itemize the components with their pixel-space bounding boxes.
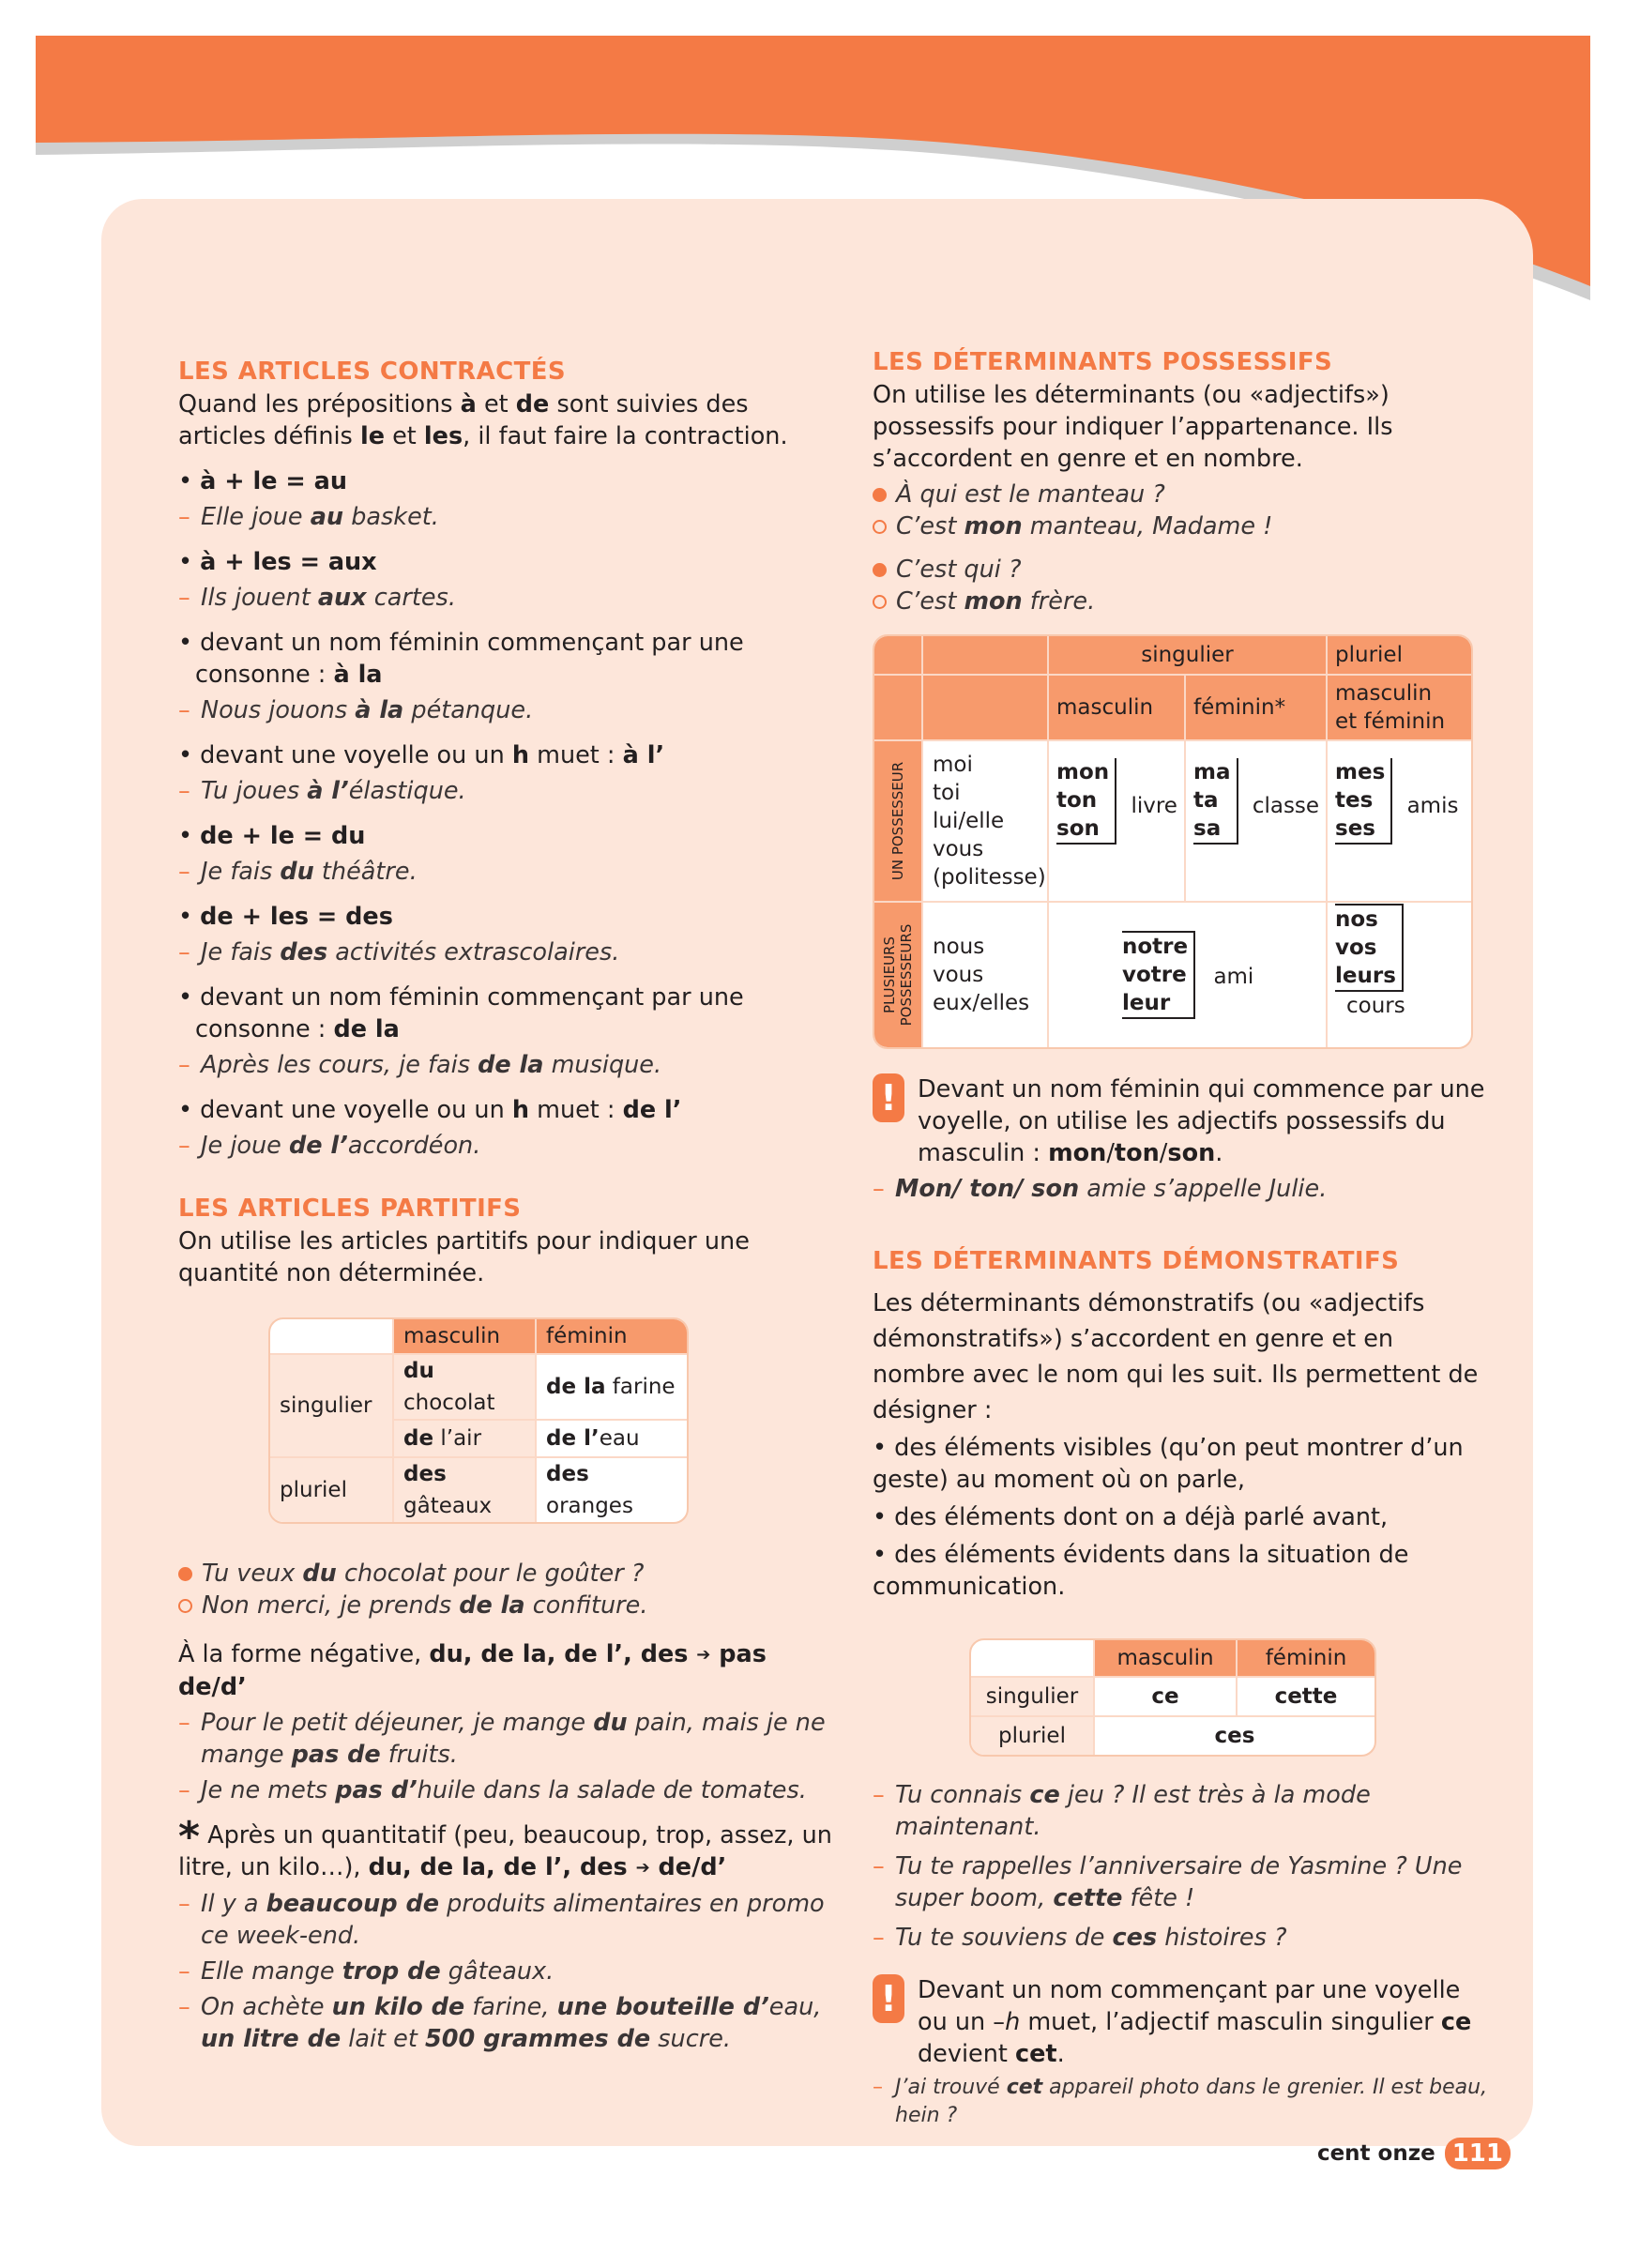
example: – Je joue de l’accordéon. [178, 1130, 835, 1162]
cell-ce: ce [1095, 1678, 1238, 1717]
example: – Elle mange trop de gâteaux. [178, 1956, 835, 1987]
rule: • de + le = du [178, 822, 366, 850]
cell-masc-sing-2: de l’air [394, 1421, 537, 1458]
filled-dot-icon [178, 1567, 192, 1581]
determiner-pluriel: mes tes ses [1335, 758, 1392, 845]
noun-livre: livre [1131, 794, 1177, 818]
contractes-intro: Quand les prépositions à et de sont suivies des articles définis le et les, il faut faire la contraction. [178, 390, 788, 450]
dialog-line: C’est mon frère. [873, 586, 1492, 617]
col-head-masculin: masculin [394, 1319, 537, 1355]
example: – Tu te souviens de ces histoires ? [873, 1922, 1492, 1954]
pronoun-list-singular: moi toi lui/elle vous (politesse) [923, 741, 1049, 903]
dialog-line: Tu veux du chocolat pour le goûter ? [178, 1558, 835, 1590]
rule: • de + les = des [178, 903, 393, 931]
cell-fem-plur: des oranges [546, 1462, 633, 1518]
determiner-plusieurs-singulier: notre votre leur [1122, 931, 1195, 1019]
col-head-masc-fem: masculin et féminin [1328, 676, 1471, 741]
cell-masc-plur: des gâteaux [394, 1458, 537, 1522]
quantitatif-rule: * Après un quantitatif (peu, beaucoup, trop, assez, un litre, un kilo…), du, de la, de l’, des ➔ de/d’ [178, 1813, 832, 1881]
col-head-feminin: féminin* [1186, 676, 1328, 741]
noun-cours: cours [1346, 994, 1405, 1018]
row-head-plusieurs-possesseurs: PLUSIEURS POSSESSEURS [874, 903, 923, 1047]
possessifs-intro: On utilise les déterminants (ou «adjectifs») possessifs pour indiquer l’appartenance. Ils s’accordent en genre et en nombre. [873, 381, 1393, 473]
pronoun-list-plural: nous vous eux/elles [923, 903, 1049, 1047]
section-title-contractes: LES ARTICLES CONTRACTÉS [178, 358, 566, 386]
row-head-un-possesseur: UN POSSESSEUR [874, 741, 923, 903]
example: – Pour le petit déjeuner, je mange du pain, mais je ne mange pas de fruits. [178, 1707, 835, 1771]
section-title-partitifs: LES ARTICLES PARTITIFS [178, 1195, 522, 1223]
determiner-plusieurs-pluriel: nos vos leurs [1335, 904, 1404, 992]
cell-fem-sing-1: de la farine [537, 1355, 687, 1421]
example: – Tu connais ce jeu ? Il est très à la mode maintenant. [873, 1779, 1492, 1843]
left-column [178, 357, 835, 2055]
row-head-pluriel: pluriel [270, 1458, 394, 1522]
example: – Il y a beaucoup de produits alimentaires en promo ce week-end. [178, 1888, 835, 1952]
right-column [873, 347, 1492, 2130]
hollow-dot-icon [178, 1599, 192, 1613]
exclamation-icon: ! [873, 1073, 904, 1122]
hollow-dot-icon [873, 520, 887, 534]
cell-masc-sing-1: du chocolat [394, 1355, 537, 1421]
row-head-singulier: singulier [971, 1678, 1095, 1717]
dialog-line: C’est qui ? [873, 554, 1492, 586]
demonstratifs-warning [873, 1974, 1492, 2070]
col-head-feminin: féminin [537, 1319, 687, 1355]
col-head-pluriel: pluriel [1328, 636, 1471, 676]
example: – Nous jouons à la pétanque. [178, 694, 835, 726]
rule: • devant un nom féminin commençant par une consonne : à la [178, 629, 744, 689]
example: – On achète un kilo de farine, une bouteille d’eau, un litre de lait et 500 grammes de sucre. [178, 1991, 835, 2055]
bullet: • des éléments dont on a déjà parlé avant, [873, 1503, 1389, 1531]
determiner-masculin: mon ton son [1056, 758, 1116, 845]
contractes-list [178, 465, 835, 1162]
section-title-demonstratifs: LES DÉTERMINANTS DÉMONSTRATIFS [873, 1247, 1400, 1275]
noun-classe: classe [1252, 794, 1320, 818]
partitifs-intro: On utilise les articles partitifs pour indiquer une quantité non déterminée. [178, 1227, 750, 1287]
example: – Après les cours, je fais de la musique. [178, 1049, 835, 1081]
possessifs-table [873, 634, 1473, 1049]
rule: • devant une voyelle ou un h muet : de l’ [178, 1096, 682, 1124]
example: – Je fais du théâtre. [178, 856, 835, 888]
rule: • à + les = aux [178, 548, 377, 576]
col-head-feminin: féminin [1238, 1640, 1374, 1678]
page-footer [1317, 2138, 1511, 2169]
row-head-pluriel: pluriel [971, 1717, 1095, 1755]
example: – Je fais des activités extrascolaires. [178, 936, 835, 968]
dialog-line: C’est mon manteau, Madame ! [873, 510, 1492, 542]
col-head-masculin: masculin [1049, 676, 1186, 741]
dialog-line: Non merci, je prends de la confiture. [178, 1590, 835, 1621]
rule: • à + le = au [178, 467, 348, 495]
cell-cette: cette [1238, 1678, 1374, 1717]
dialog-line: À qui est le manteau ? [873, 479, 1492, 510]
warning-text: Devant un nom féminin qui commence par une voyelle, on utilise les adjectifs possessifs du masculin : mon/ton/son. [918, 1075, 1485, 1167]
possessifs-warning [873, 1073, 1492, 1169]
noun-amis: amis [1406, 794, 1459, 818]
demonstratifs-table [969, 1638, 1376, 1757]
warning-text: Devant un nom commençant par une voyelle ou un –h muet, l’adjectif masculin singulier ce devient cet. [918, 1976, 1472, 2068]
bullet: • des éléments évidents dans la situation de communication. [873, 1541, 1409, 1601]
bullet: • des éléments visibles (qu’on peut montrer d’un geste) au moment où on parle, [873, 1434, 1464, 1494]
table-corner [874, 636, 923, 676]
example: – Tu joues à l’élastique. [178, 775, 835, 807]
example: – Mon/ ton/ son amie s’appelle Julie. [873, 1173, 1492, 1205]
section-title-possessifs: LES DÉTERMINANTS POSSESSIFS [873, 348, 1333, 376]
page-label: cent onze [1316, 2141, 1435, 2166]
example: – Ils jouent aux cartes. [178, 582, 835, 614]
example: – Tu te rappelles l’anniversaire de Yasmine ? Une super boom, cette fête ! [873, 1850, 1492, 1914]
partitifs-table [268, 1317, 689, 1524]
filled-dot-icon [873, 563, 887, 577]
demonstratifs-intro: Les déterminants démonstratifs (ou «adjectifs démonstratifs») s’accordent en genre et en nombre avec le nom qui les suit. Ils permettent de désigner : [873, 1289, 1479, 1424]
row-head-singulier: singulier [270, 1355, 394, 1458]
negative-rule: À la forme négative, du, de la, de l’, des ➔ pas de/d’ [178, 1640, 767, 1701]
exclamation-icon: ! [873, 1974, 904, 2023]
example: – Elle joue au basket. [178, 501, 835, 533]
determiner-feminin: ma ta sa [1193, 758, 1238, 845]
table-corner [270, 1319, 394, 1355]
cell-fem-sing-2: de l’eau [537, 1421, 687, 1458]
col-head-masculin: masculin [1095, 1640, 1238, 1678]
cell-ces: ces [1214, 1724, 1255, 1748]
rule: • devant une voyelle ou un h muet : à l’ [178, 741, 665, 769]
col-head-singulier: singulier [1049, 636, 1328, 676]
example: – Je ne mets pas d’huile dans la salade de tomates. [178, 1774, 835, 1806]
rule: • devant un nom féminin commençant par une consonne : de la [178, 983, 744, 1043]
example: – J’ai trouvé cet appareil photo dans le grenier. Il est beau, hein ? [873, 2074, 1492, 2130]
filled-dot-icon [873, 488, 887, 502]
page-number: 111 [1445, 2138, 1511, 2169]
noun-ami: ami [1213, 965, 1254, 989]
hollow-dot-icon [873, 595, 887, 609]
table-corner [971, 1640, 1095, 1678]
